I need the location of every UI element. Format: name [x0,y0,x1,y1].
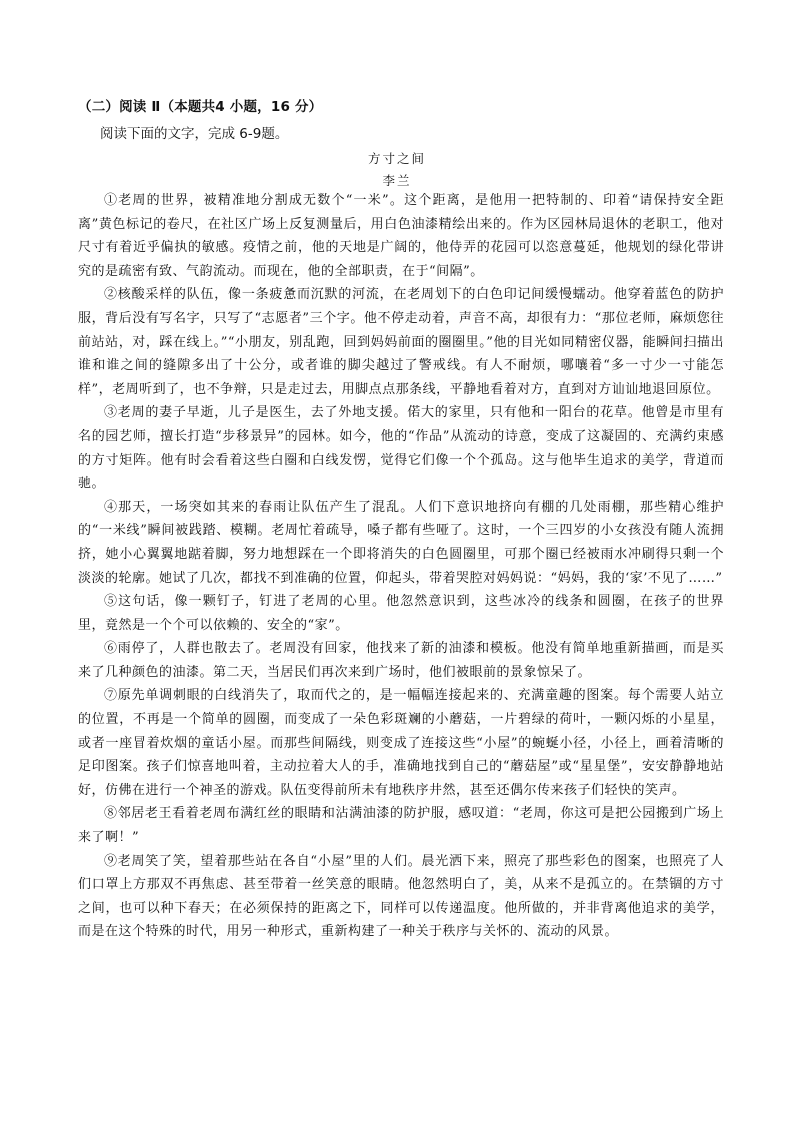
paragraph-2: ②核酸采样的队伍，像一条疲惫而沉默的河流，在老周划下的白色印记间缓慢蠕动。他穿着蓝色的防护服，背后没有写名字，只写了“志愿者”三个字。他不停走动着，声音不高，却很有力：“那位老师，麻烦您往前站站，对，踩在线上。”“小朋友，别乱跑，回到妈妈前面的圈圈里。”他的目光如同精密仪器，能瞬间扫描出谁和谁之间的缝隙多出了十公分，或者谁的脚尖越过了警戒线。有人不耐烦，哪嚷着“多一寸少一寸能怎样”，老周听到了，也不争辩，只是走过去，用脚点点那条线，平静地看着对方，直到对方讪讪地退回原位。 [78,287,724,397]
article-author: 李兰 [382,173,412,188]
article-body [78,189,724,944]
paragraph-9: ⑨老周笑了笑，望着那些站在各自“小屋”里的人们。晨光洒下来，照亮了那些彩色的图案，也照亮了人们口罩上方那双不再焦虑、甚至带着一丝笑意的眼睛。他忽然明白了，美，从来不是孤立的。在禁锢的方寸之间，也可以种下春天；在必须保持的距离之下，同样可以传递温度。他所做的，并非背离他追求的美学，而是在这个特殊的时代，用另一种形式，重新构建了一种关于秩序与关怀的、流动的风景。 [78,853,724,940]
paragraph-5: ⑤这句话，像一颗钉子，钉进了老周的心里。他忽然意识到，这些冰冷的线条和圆圈，在孩子的世界里，竟然是一个个可以依赖的、安全的“家”。 [78,594,724,633]
section-title: （二）阅读 Ⅱ（本题共4 小题，16 分） [78,99,323,115]
article-title: 方寸之间 [367,151,426,166]
paragraph-1: ①老周的世界，被精准地分割成无数个“一米”。这个距离，是他用一把特制的、印着“请保持安全距离”黄色标记的卷尺，在社区广场上反复测量后，用白色油漆精绘出来的。作为区园林局退休的老职工，他对尺寸有着近乎偏执的敏感。疫情之前，他的天地是广阔的，他侍弄的花园可以恣意蔓延，他规划的绿化带讲究的是疏密有致、气韵流动。而现在，他的全部职责，在于“间隔”。 [78,193,724,279]
paragraph-3: ③老周的妻子早逝，儿子是医生，去了外地支援。偌大的家里，只有他和一阳台的花草。他曾是市里有名的园艺师，擅长打造“步移景异”的园林。如今，他的“作品”从流动的诗意，变成了这凝固的、充满约束感的方寸矩阵。他有时会看着这些白圈和白线发愣，觉得它们像一个个孤岛。这与他毕生追求的美学，背道而驰。 [78,405,724,492]
reading-instruction: 阅读下面的文字，完成 6-9题。 [100,126,289,142]
paragraph-6: ⑥雨停了，人群也散去了。老周没有回家，他找来了新的油漆和模板。他没有简单地重新描画，而是买来了几种颜色的油漆。第二天，当居民们再次来到广场时，他们被眼前的景象惊呆了。 [78,641,724,680]
paragraph-7: ⑦原先单调刺眼的白线消失了，取而代之的，是一幅幅连接起来的、充满童趣的图案。每个需要人站立的位置，不再是一个简单的圆圈，而变成了一朵色彩斑斓的小蘑菇，一片碧绿的荷叶，一颗闪烁的小星星，或者一座冒着炊烟的童话小屋。而那些间隔线，则变成了连接这些“小屋”的蜿蜒小径，小径上，画着清晰的足印图案。孩子们惊喜地叫着，主动拉着大人的手，准确地找到自己的“蘑菇屋”或“星星堡”，安安静静地站好，仿佛在进行一个神圣的游戏。队伍变得前所未有地秩序井然，甚至还偶尔传来孩子们轻快的笑声。 [78,688,724,798]
paragraph-8: ⑧邻居老王看着老周布满红丝的眼睛和沾满油漆的防护服，感叹道：“老周，你这可是把公园搬到广场上来了啊！” [78,806,724,846]
paragraph-4: ④那天，一场突如其来的春雨让队伍产生了混乱。人们下意识地挤向有棚的几处雨棚，那些精心维护的“一米线”瞬间被践踏、模糊。老周忙着疏导，嗓子都有些哑了。这时，一个三四岁的小女孩没有随人流拥挤，她小心翼翼地踮着脚，努力地想踩在一个即将消失的白色圆圈里，可那个圈已经被雨水冲刷得只剩一个淡淡的轮廓。她试了几次，都找不到准确的位置，仰起头，带着哭腔对妈妈说：“妈妈，我的‘家’不见了……” [78,499,724,586]
